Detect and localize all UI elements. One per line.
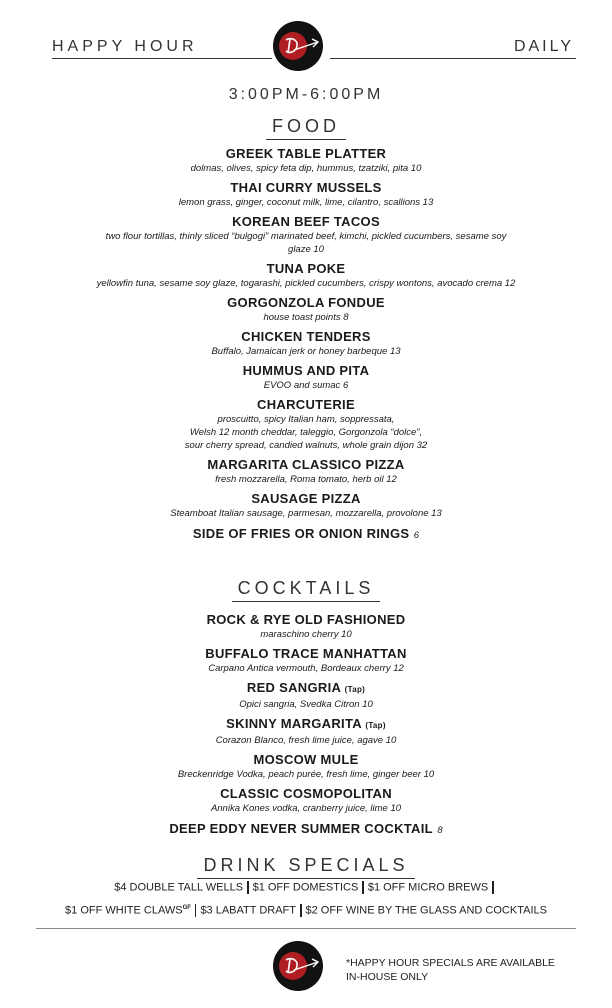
food-item-desc-line: yellowfin tuna, sesame soy glaze, togarashi, pickled cucumbers, crispy wontons, avocado crema 12 [96,278,516,289]
cocktail-item-heading [20,786,592,802]
cocktail-item [20,786,592,815]
header-title: HAPPY HOUR [52,38,198,55]
footer-note [346,956,555,984]
cocktail-item [20,680,592,711]
cocktails-title-text: COCKTAILS [232,578,381,602]
cocktail-item-heading [20,680,592,698]
cocktail-item [20,752,592,781]
restaurant-logo-bottom [272,940,324,992]
side-item [20,525,592,543]
cocktail-item [20,646,592,675]
separator [300,904,302,917]
food-item-name: GREEK TABLE PLATTER [225,146,387,161]
drink-specials-title-text: DRINK SPECIALS [197,855,414,879]
cocktail-item-name: SKINNY MARGARITA [226,716,362,731]
cocktail-item-heading [20,716,592,734]
special-item: $3 LABATT DRAFT [200,904,296,917]
cocktail-item-desc: Carpano Antica vermouth, Bordeaux cherry 12 [208,663,404,674]
food-item-desc-line: glaze 10 [288,244,324,255]
food-item-desc [20,507,592,520]
cocktail-item-name: BUFFALO TRACE MANHATTAN [205,646,407,661]
cocktail-item-name: RED SANGRIA [246,680,341,695]
food-item-desc [20,311,592,324]
cocktail-item-name: CLASSIC COSMOPOLITAN [220,786,392,801]
food-item-name: SAUSAGE PIZZA [251,491,361,506]
food-section-title [0,116,612,140]
gluten-free-mark: GF [182,904,191,911]
food-item [20,214,592,256]
cocktail-item-heading [20,612,592,628]
footer-note-line-2: IN-HOUSE ONLY [346,971,429,983]
drink-specials-row-1 [0,881,612,894]
special-item: $1 OFF MICRO BREWS [367,881,489,894]
special-item: $1 OFF WHITE CLAWS [65,904,183,917]
cocktail-item-desc: Breckenridge Vodka, peach purée, fresh lime, ginger beer 10 [177,769,435,780]
cocktail-item-desc: Opici sangria, Svedka Citron 10 [239,699,373,710]
drink-specials-title [0,855,612,879]
food-item-name: THAI CURRY MUSSELS [230,180,382,195]
header-rule-left [52,58,272,59]
footer-note-line-1: *HAPPY HOUR SPECIALS ARE AVAILABLE [346,957,555,969]
separator [492,881,494,894]
restaurant-logo-top [272,20,324,72]
food-item [20,329,592,358]
food-item-name: KOREAN BEEF TACOS [232,214,380,229]
food-item-name: HUMMUS AND PITA [242,363,370,378]
food-item-desc [20,473,592,486]
food-item [20,146,592,175]
food-item-desc-line: EVOO and sumac 6 [263,380,349,391]
food-item-name: GORGONZOLA FONDUE [227,295,385,310]
cocktail-item [20,612,592,641]
food-item-desc [20,379,592,392]
cocktails-section-title [0,578,612,602]
food-item-desc-line: Buffalo, Jamaican jerk or honey barbeque 13 [211,346,401,357]
food-item-desc-line: proscuitto, spicy Italian ham, soppressata, [217,414,395,425]
food-item-desc-line: lemon grass, ginger, coconut milk, lime, cilantro, scallions 13 [178,197,434,208]
header-daily: DAILY [513,38,574,55]
food-item-desc-line: dolmas, olives, spicy feta dip, hummus, tzatziki, pita 10 [190,163,422,174]
side-item-price: 6 [413,530,420,541]
happy-hour-time: 3:00PM-6:00PM [228,86,384,103]
cocktail-item-tag: (Tap) [365,721,386,730]
food-item [20,491,592,520]
special-item: $4 DOUBLE TALL WELLS [114,881,244,894]
drink-specials-row-2 [0,904,612,917]
cocktail-menu [20,612,592,843]
separator [247,881,249,894]
food-item-name: CHARCUTERIE [257,397,355,412]
cocktail-item-desc: maraschino cherry 10 [260,629,352,640]
food-item [20,457,592,486]
food-item-desc-line: two flour tortillas, thinly sliced “bulgogi” marinated beef, kimchi, pickled cucumbers, sesame soy [105,231,507,242]
food-item-desc-line: Steamboat Italian sausage, parmesan, mozzarella, provolone 13 [170,508,442,519]
food-item-desc [20,162,592,175]
cocktail-item-heading [20,646,592,662]
food-title-text: FOOD [266,116,346,140]
cocktail-item-desc: Annika Kones vodka, cranberry juice, lime 10 [210,803,402,814]
last-cocktail-price: 8 [437,825,443,836]
food-item-desc-line: house toast points 8 [263,312,349,323]
food-item [20,295,592,324]
special-item: $1 OFF DOMESTICS [252,881,359,894]
food-item-desc [20,413,592,452]
side-item-name: SIDE OF FRIES OR ONION RINGS [192,526,410,541]
food-item [20,363,592,392]
food-item-name: CHICKEN TENDERS [241,329,371,344]
food-menu [20,146,592,548]
food-item-desc [20,277,592,290]
food-item [20,180,592,209]
special-item: $2 OFF WINE BY THE GLASS AND COCKTAILS [305,904,547,917]
food-item-desc-line: fresh mozzarella, Roma tomato, herb oil 12 [215,474,397,485]
footer-rule [36,928,576,929]
separator [362,881,364,894]
cocktail-item-name: ROCK & RYE OLD FASHIONED [206,612,406,627]
last-cocktail [20,820,592,838]
food-item-desc [20,230,592,256]
cocktail-item-tag: (Tap) [344,685,366,694]
food-item-desc-line: sour cherry spread, candied walnuts, whole grain dijon 32 [184,440,428,451]
last-cocktail-name: DEEP EDDY NEVER SUMMER COCKTAIL [169,821,433,836]
food-item [20,261,592,290]
food-item-desc-line: Welsh 12 month cheddar, taleggio, Gorgonzola “dolce”, [189,427,423,438]
cocktail-item-heading [20,752,592,768]
cocktail-item [20,716,592,747]
separator [195,904,197,917]
food-item-desc [20,196,592,209]
cocktail-item-desc: Corazon Blanco, fresh lime juice, agave 10 [215,735,397,746]
food-item-name: TUNA POKE [266,261,346,276]
food-item-desc [20,345,592,358]
food-item [20,397,592,452]
header-rule-right [330,58,576,59]
food-item-name: MARGARITA CLASSICO PIZZA [207,457,405,472]
cocktail-item-name: MOSCOW MULE [253,752,359,767]
